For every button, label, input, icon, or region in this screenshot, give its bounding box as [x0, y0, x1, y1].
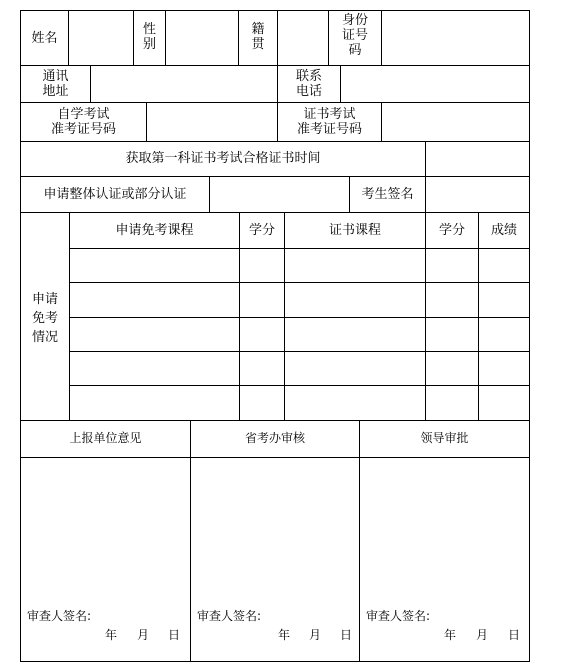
- self-exam-number-label-line-2: 准考证号码: [50, 122, 116, 137]
- col-line: [68, 10, 69, 66]
- row-line: [20, 212, 530, 213]
- col-line: [425, 212, 426, 421]
- exemption-section-label: [21, 290, 69, 347]
- row-line: [69, 317, 530, 318]
- col-line: [284, 212, 285, 421]
- row-line: [20, 457, 530, 458]
- date-month-label: 月: [476, 628, 489, 642]
- native-place-label-line-1: 籍: [251, 22, 265, 37]
- exempt-course-header: 申请免考课程: [115, 223, 194, 238]
- col-line: [340, 65, 341, 103]
- col-line: [381, 10, 382, 66]
- native-place-label-line-2: 贯: [251, 37, 265, 52]
- self-exam-number-label-line-1: 自学考试: [57, 107, 110, 122]
- native-place-label: [239, 22, 277, 52]
- candidate-signature-label: 考生签名: [361, 187, 414, 202]
- gender-label: [134, 22, 165, 52]
- reviewer-signature-label: 审查人签名:: [197, 609, 262, 623]
- row-line: [69, 351, 530, 352]
- row-line: [20, 176, 530, 177]
- cert-exam-number-label-line-2: 准考证号码: [296, 122, 362, 137]
- col-line: [425, 141, 426, 177]
- col-line: [381, 102, 382, 142]
- address-label: [21, 69, 90, 99]
- exemption-section-label-line-1: 申请: [31, 292, 58, 307]
- date-day-label: 日: [340, 628, 353, 642]
- gender-label-line-1: 性: [142, 22, 156, 37]
- reporting-unit-opinion-header: 上报单位意见: [69, 431, 142, 445]
- date-day-label: 日: [508, 628, 521, 642]
- certificate-course-header: 证书课程: [328, 223, 381, 238]
- col-line: [190, 420, 191, 662]
- col-line: [90, 65, 91, 103]
- col-line: [359, 420, 360, 662]
- reviewer-signature-label: 审查人签名:: [366, 609, 431, 623]
- certificate-credit-header: 学分: [438, 223, 465, 238]
- credit-header: 学分: [248, 223, 275, 238]
- phone-label-line-1: 联系: [295, 69, 322, 84]
- row-line: [20, 141, 530, 142]
- date-day-label: 日: [168, 628, 181, 642]
- row-line: [20, 420, 530, 421]
- phone-label: [278, 69, 340, 99]
- cert-exam-number-label-line-1: 证书考试: [303, 107, 356, 122]
- date-month-label: 月: [309, 628, 322, 642]
- col-line: [165, 10, 166, 66]
- phone-label-line-2: 电话: [295, 84, 322, 99]
- certificate-time-label: 获取第一科证书考试合格证书时间: [125, 151, 321, 166]
- id-number-label-line-2: 证号: [341, 28, 368, 43]
- id-number-label-line-1: 身份: [341, 13, 368, 28]
- row-line: [20, 102, 530, 103]
- col-line: [69, 212, 70, 421]
- border-bottom: [20, 661, 530, 662]
- border-top: [20, 10, 530, 11]
- name-label: 姓名: [31, 31, 58, 46]
- date-month-label: 月: [137, 628, 150, 642]
- gender-label-line-2: 别: [142, 37, 156, 52]
- col-line: [146, 102, 147, 142]
- col-line: [277, 10, 278, 66]
- col-line: [478, 212, 479, 421]
- cert-exam-number-label: [278, 107, 381, 137]
- reviewer-signature-label: 审查人签名:: [27, 609, 92, 623]
- col-line: [425, 176, 426, 213]
- certification-type-label: 申请整体认证或部分认证: [43, 187, 187, 202]
- border-right: [529, 10, 530, 662]
- leader-approval-header: 领导审批: [420, 431, 469, 445]
- id-number-label: [329, 13, 381, 58]
- id-number-label-line-3: 码: [348, 43, 362, 58]
- date-year-label: 年: [105, 628, 118, 642]
- row-line: [69, 282, 530, 283]
- address-label-line-2: 地址: [42, 84, 69, 99]
- col-line: [209, 176, 210, 213]
- self-exam-number-label: [21, 107, 146, 137]
- exemption-section-label-line-2: 免考: [31, 311, 58, 326]
- col-line: [239, 212, 240, 421]
- provincial-office-review-header: 省考办审核: [244, 431, 305, 445]
- row-line: [20, 65, 530, 66]
- date-year-label: 年: [278, 628, 291, 642]
- exemption-section-label-line-3: 情况: [31, 330, 58, 345]
- score-header: 成绩: [490, 223, 517, 238]
- row-line: [69, 385, 530, 386]
- row-line: [69, 248, 530, 249]
- address-label-line-1: 通讯: [42, 69, 69, 84]
- date-year-label: 年: [444, 628, 457, 642]
